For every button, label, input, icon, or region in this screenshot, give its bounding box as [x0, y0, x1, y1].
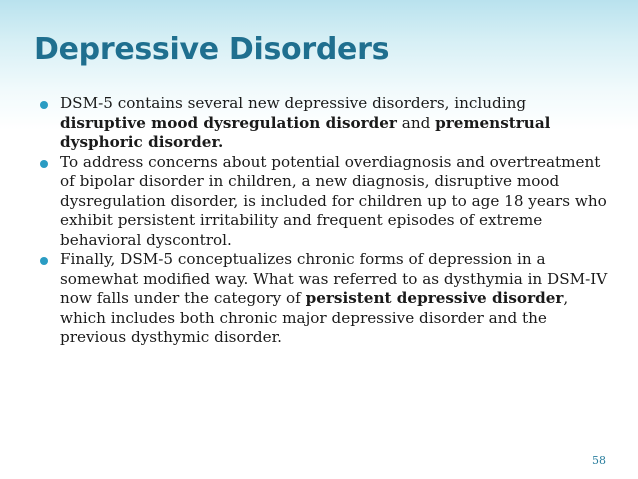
- bullet-marker-icon: [40, 101, 48, 109]
- bullet-text-bold: persistent depressive disorder: [305, 289, 564, 307]
- bullet-item: [22, 250, 612, 348]
- bullet-text-run: and: [396, 113, 436, 132]
- bullet-marker-icon: [40, 160, 48, 168]
- slide-title: Depressive Disorders: [34, 32, 390, 67]
- page-number: 58: [592, 454, 606, 467]
- bullet-text-run: To address concerns about potential overdiagnosis and overtreatment of bipolar disorder in children, a new diagnosis, disruptive mood dysregulation disorder, is included for children up to age 18 years who exhibit persistent irritability and frequent episodes of extreme behavioral dyscontrol.: [60, 152, 607, 249]
- bullet-text-run: Finally, DSM-5 conceptualizes chronic forms of depression in a somewhat modified way. What was referred to as dysthymia in DSM-IV now falls under the category of: [60, 250, 608, 307]
- bullet-text-run: DSM-5 contains several new depressive disorders, including: [60, 94, 527, 112]
- bullet-text-bold: premenstrual dysphoric disorder.: [60, 113, 551, 151]
- bullet-text: [60, 250, 607, 346]
- bullet-marker-icon: [40, 257, 48, 265]
- bullet-text: [60, 94, 550, 151]
- bullet-list: [22, 94, 612, 348]
- bullet-text: [60, 153, 607, 249]
- bullet-item: [22, 153, 612, 251]
- bullet-text-bold: disruptive mood dysregulation disorder: [60, 113, 397, 132]
- bullet-item: [22, 94, 612, 153]
- bullet-text-run: , which includes both chronic major depressive disorder and the previous dysthymic disorder.: [60, 289, 569, 346]
